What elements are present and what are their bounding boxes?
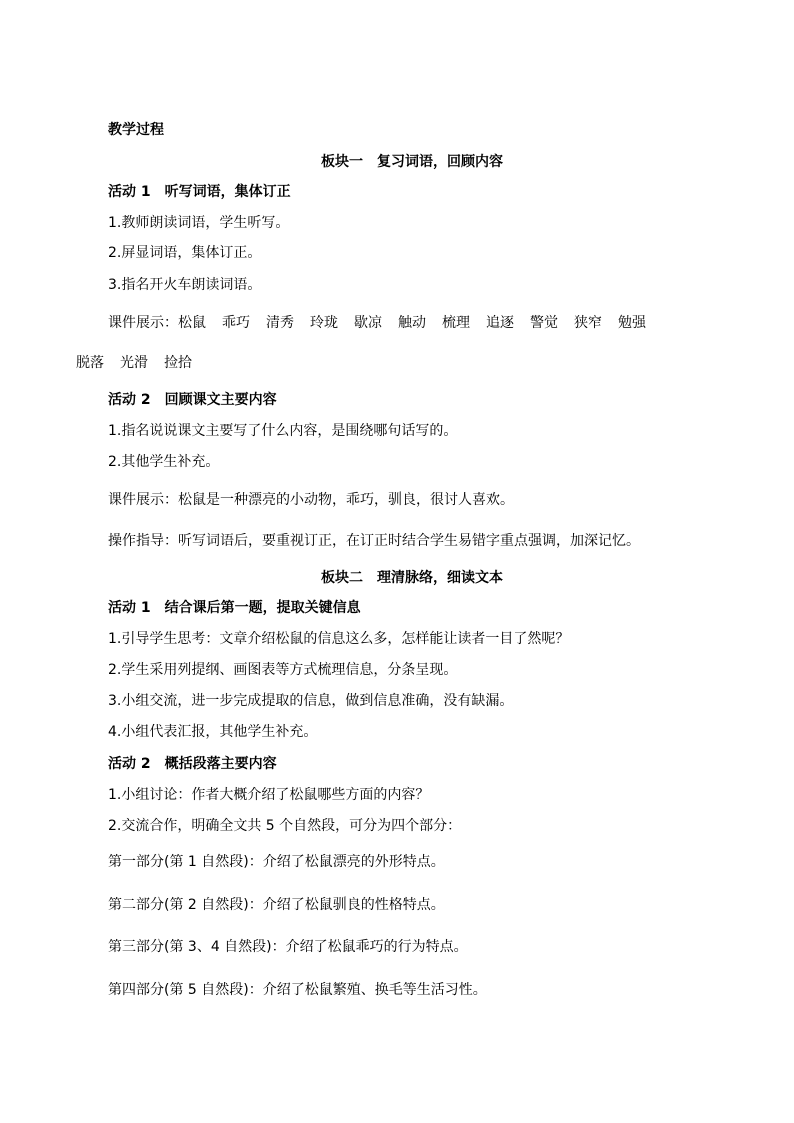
vocab-word: 乖巧 [222,315,250,331]
step-item: 2.其他学生补充。 [108,454,220,470]
vocab-word: 狭窄 [574,315,602,331]
block1-title-text: 复习词语，回顾内容 [377,154,503,170]
section-heading: 教学过程 [108,122,164,138]
step-item: 1.教师朗读词语，学生听写。 [108,215,290,231]
courseware-words-line1 [108,313,646,333]
activity-title: 结合课后第一题，提取关键信息 [164,600,361,616]
step-item: 4.小组代表汇报，其他学生补充。 [108,724,318,740]
vocab-word: 脱落 [76,355,104,371]
block1-title-number: 板块一 [321,154,363,170]
courseware-words-line2 [76,353,192,373]
part-item: 第三部分(第 3、4 自然段)：介绍了松鼠乖巧的行为特点。 [108,939,468,955]
vocab-word: 松鼠 [178,315,206,331]
vocab-word: 光滑 [120,355,148,371]
step-item: 2.交流合作，明确全文共 5 个自然段，可分为四个部分： [108,818,462,834]
step-item: 1.小组讨论：作者大概介绍了松鼠哪些方面的内容？ [108,787,430,803]
vocab-word: 捡拾 [164,355,192,371]
activity-title: 回顾课文主要内容 [164,392,277,408]
part-item: 第一部分(第 1 自然段)：介绍了松鼠漂亮的外形特点。 [108,854,445,870]
activity-title: 听写词语，集体订正 [164,184,291,200]
vocab-word: 玲珑 [310,315,338,331]
activity-label: 活动 2 [108,392,151,408]
vocab-word: 梳理 [442,315,470,331]
activity-label: 活动 1 [108,600,151,616]
block1-title [0,152,794,172]
block1-activity2-heading [108,390,277,410]
activity-label: 活动 2 [108,756,151,772]
vocab-word: 触动 [398,315,426,331]
vocab-word: 清秀 [266,315,294,331]
part-item: 第二部分(第 2 自然段)：介绍了松鼠驯良的性格特点。 [108,897,445,913]
vocab-word: 追逐 [486,315,514,331]
block2-title [0,568,794,588]
step-item: 1.引导学生思考：文章介绍松鼠的信息这么多，怎样能让读者一目了然呢？ [108,631,570,647]
guidance-text: 操作指导：听写词语后，要重视订正，在订正时结合学生易错字重点强调，加深记忆。 [108,533,640,549]
step-item: 2.学生采用列提纲、画图表等方式梳理信息，分条呈现。 [108,662,458,678]
block2-title-text: 理清脉络，细读文本 [377,570,503,586]
step-item: 3.指名开火车朗读词语。 [108,277,262,293]
activity-title: 概括段落主要内容 [164,756,277,772]
block2-title-number: 板块二 [321,570,363,586]
block1-activity1-heading [108,182,291,202]
part-item: 第四部分(第 5 自然段)：介绍了松鼠繁殖、换毛等生活习性。 [108,982,487,998]
block2-activity2-heading [108,754,277,774]
block2-activity1-heading [108,598,361,618]
activity-label: 活动 1 [108,184,151,200]
courseware-text: 课件展示：松鼠是一种漂亮的小动物，乖巧，驯良，很讨人喜欢。 [108,492,514,508]
step-item: 3.小组交流，进一步完成提取的信息，做到信息准确，没有缺漏。 [108,693,514,709]
step-item: 1.指名说说课文主要写了什么内容，是围绕哪句话写的。 [108,423,458,439]
step-item: 2.屏显词语，集体订正。 [108,245,262,261]
vocab-word: 歇凉 [354,315,382,331]
vocab-word: 警觉 [530,315,558,331]
courseware-label: 课件展示： [108,315,178,331]
vocab-word: 勉强 [618,315,646,331]
